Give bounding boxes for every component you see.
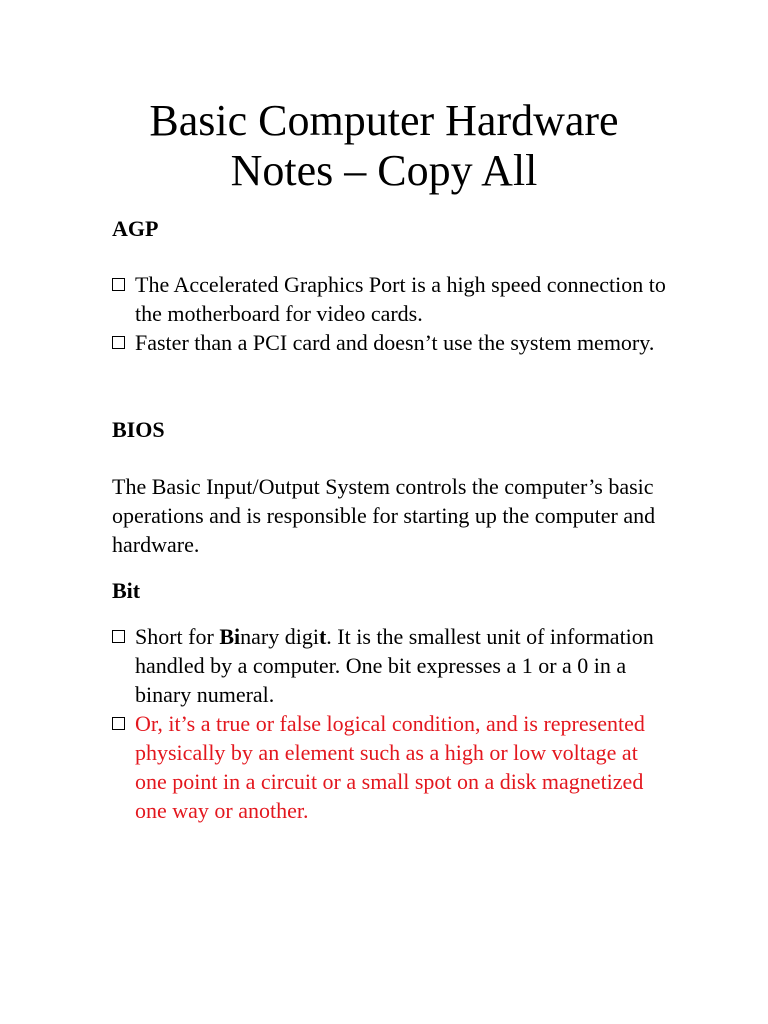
bios-paragraph: The Basic Input/Output System controls the computer’s basic operations and is responsible for starting up the computer and hardware. <box>112 474 656 557</box>
checkbox-square-icon <box>112 336 125 349</box>
agp-bullet-2 <box>112 328 672 357</box>
agp-bullet-1 <box>112 270 672 328</box>
bit-bullet-2-text: Or, it’s a true or false logical condition, and is represented physically by an element such as a high or low voltage at one point in a circuit or a small spot on a disk magnetized one way or another. <box>135 711 645 823</box>
heading-agp: AGP <box>112 216 159 241</box>
page-title-line-1: Basic Computer Hardware <box>149 96 619 145</box>
agp-bullet-2-text: Faster than a PCI card and doesn’t use the system memory. <box>135 330 655 355</box>
bit-text-part-1: Short for <box>135 624 220 649</box>
page-title-line-2: Notes – Copy All <box>230 146 538 195</box>
bit-text-part-2: nary digi <box>240 624 319 649</box>
bit-text-part-3: . It is the smallest unit of information handled by a computer. One bit expresses a 1 or a 0 in a binary numeral. <box>135 624 654 707</box>
bit-bullet-1 <box>112 622 672 709</box>
bit-bold-bi: Bi <box>219 624 241 649</box>
bit-bold-t: t <box>318 624 327 649</box>
checkbox-square-icon <box>112 630 125 643</box>
checkbox-square-icon <box>112 278 125 291</box>
bit-bullet-2 <box>112 709 672 825</box>
bit-bullet-1-text <box>135 622 672 709</box>
agp-bullet-1-text: The Accelerated Graphics Port is a high speed connection to the motherboard for video cards. <box>135 272 666 326</box>
heading-bit: Bit <box>112 578 141 603</box>
checkbox-square-icon <box>112 717 125 730</box>
heading-bios: BIOS <box>112 417 165 442</box>
